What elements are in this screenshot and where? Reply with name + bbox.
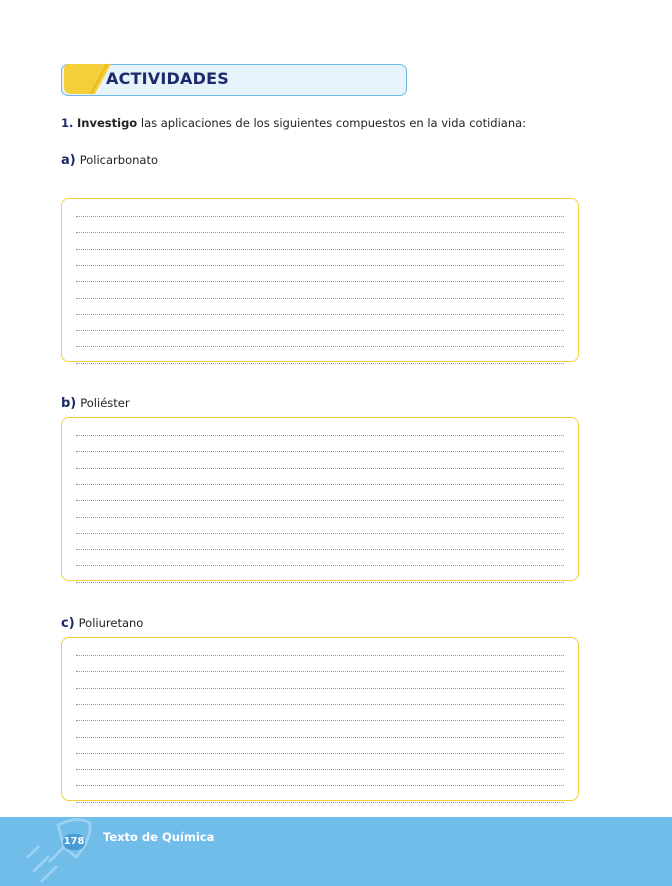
writing-line — [76, 688, 564, 689]
writing-line — [76, 753, 564, 754]
section-letter: c) — [61, 616, 75, 631]
writing-line — [76, 249, 564, 250]
book-title: Texto de Química — [103, 830, 215, 844]
instruction-text — [61, 116, 526, 130]
writing-line — [76, 769, 564, 770]
writing-line — [76, 517, 564, 518]
answer-box-a[interactable] — [61, 198, 579, 362]
writing-line — [76, 737, 564, 738]
section-c-label — [61, 616, 143, 631]
writing-line — [76, 346, 564, 347]
writing-line — [76, 451, 564, 452]
section-name: Poliéster — [80, 396, 130, 410]
writing-line — [76, 314, 564, 315]
writing-line — [76, 468, 564, 469]
rocket-icon — [20, 817, 100, 886]
writing-line — [76, 549, 564, 550]
instruction-verb: Investigo — [77, 116, 138, 130]
writing-line — [76, 720, 564, 721]
writing-line — [76, 671, 564, 672]
writing-line — [76, 232, 564, 233]
section-letter: a) — [61, 153, 76, 168]
writing-line — [76, 484, 564, 485]
writing-line — [76, 216, 564, 217]
writing-line — [76, 265, 564, 266]
writing-line — [76, 281, 564, 282]
writing-line — [76, 363, 564, 364]
instruction-number: 1. — [61, 116, 74, 130]
writing-line — [76, 330, 564, 331]
answer-box-b[interactable] — [61, 417, 579, 581]
page-footer — [0, 817, 672, 886]
writing-line — [76, 533, 564, 534]
section-b-label — [61, 396, 130, 411]
writing-line — [76, 785, 564, 786]
writing-line — [76, 802, 564, 803]
writing-line — [76, 582, 564, 583]
activities-title: ACTIVIDADES — [106, 69, 229, 88]
section-a-label — [61, 153, 158, 168]
instruction-body: las aplicaciones de los siguientes compuestos en la vida cotidiana: — [140, 116, 527, 130]
answer-box-c[interactable] — [61, 637, 579, 801]
writing-line — [76, 298, 564, 299]
writing-line — [76, 500, 564, 501]
section-name: Policarbonato — [79, 153, 158, 167]
section-name: Poliuretano — [78, 616, 144, 630]
writing-line — [76, 704, 564, 705]
writing-line — [76, 655, 564, 656]
section-letter: b) — [61, 396, 77, 411]
writing-line — [76, 435, 564, 436]
page-number: 178 — [63, 834, 85, 850]
writing-line — [76, 565, 564, 566]
